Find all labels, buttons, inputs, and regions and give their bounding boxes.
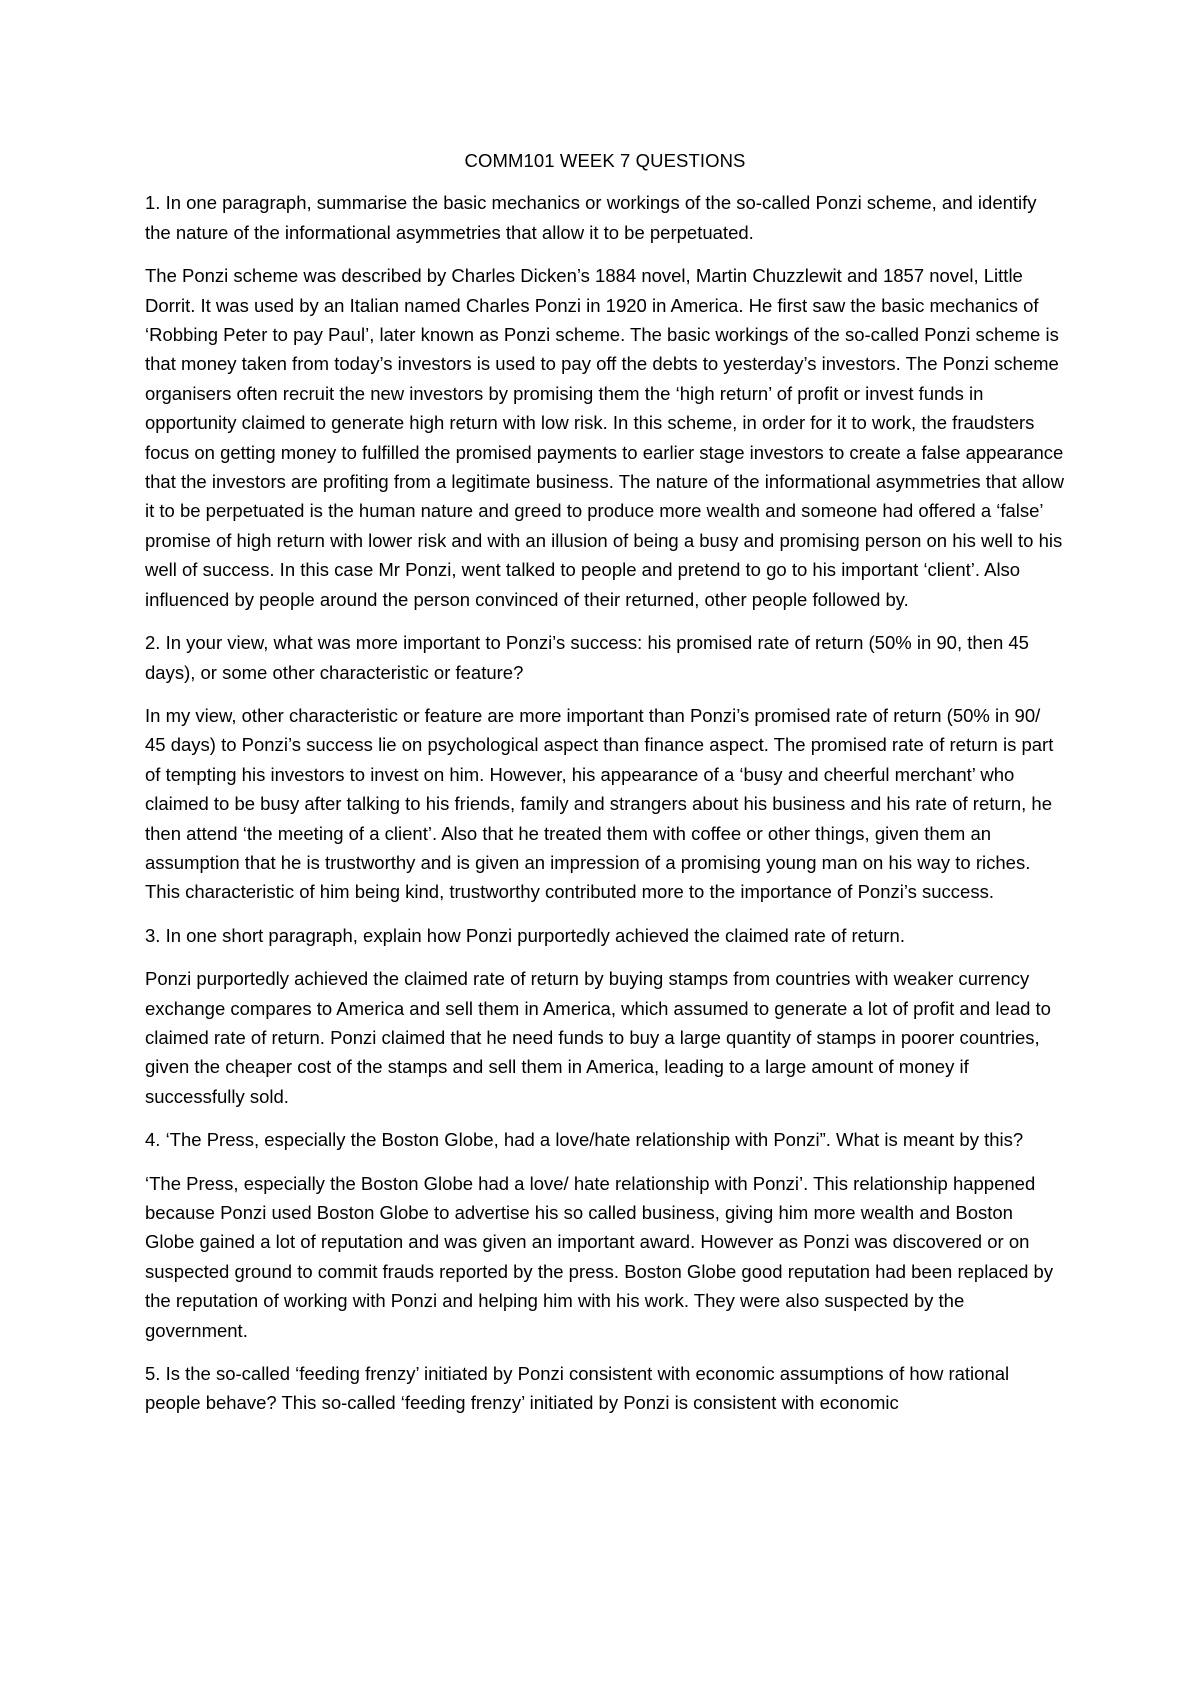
answer-4: ‘The Press, especially the Boston Globe had a love/ hate relationship with Ponzi’. This relationship happened because Ponzi used Boston Globe to advertise his so called business, giving him more wealth and Boston Globe gained a lot of reputation and was given an important award. However as Ponzi was discovered or on suspected ground to commit frauds reported by the press. Boston Globe good reputation had been replaced by the reputation of working with Ponzi and helping him with his work. They were also suspected by the government. xyxy=(145,1172,1054,1341)
question-1: 1. In one paragraph, summarise the basic mechanics or workings of the so-called Ponzi scheme, and identify the nature of the informational asymmetries that allow it to be perpetuated. xyxy=(145,192,1037,243)
answer-1: The Ponzi scheme was described by Charles Dicken’s 1884 novel, Martin Chuzzlewit and 1857 novel, Little Dorrit. It was used by an Italian named Charles Ponzi in 1920 in America. He first saw the basic mechanics of ‘Robbing Peter to pay Paul’, later known as Ponzi scheme. The basic workings of the so-called Ponzi scheme is that money taken from today’s investors is used to pay off the debts to yesterday’s investors. The Ponzi scheme organisers often recruit the new investors by promising them the ‘high return’ of profit or invest funds in opportunity claimed to generate high return with low risk. In this scheme, in order for it to work, the fraudsters focus on getting money to fulfilled the promised payments to earlier stage investors to create a false appearance that the investors are profiting from a legitimate business. The nature of the informational asymmetries that allow it to be perpetuated is the human nature and greed to produce more wealth and someone had offered a ‘false’ promise of high return with lower risk and with an illusion of being a busy and promising person on his well to his well of success. In this case Mr Ponzi, went talked to people and pretend to go to his important ‘client’. Also influenced by people around the person convinced of their returned, other people followed by. xyxy=(145,265,1064,610)
answer-3: Ponzi purportedly achieved the claimed rate of return by buying stamps from countries with weaker currency exchange compares to America and sell them in America, which assumed to generate a lot of profit and lead to claimed rate of return. Ponzi claimed that he need funds to buy a large quantity of stamps in poorer countries, given the cheaper cost of the stamps and sell them in America, leading to a large amount of money if successfully sold. xyxy=(145,968,1051,1107)
answer-2: In my view, other characteristic or feature are more important than Ponzi’s promised rate of return (50% in 90/ 45 days) to Ponzi’s success lie on psychological aspect than finance aspect. The promised rate of return is part of tempting his investors to invest on him. However, his appearance of a ‘busy and cheerful merchant’ who claimed to be busy after talking to his friends, family and strangers about his business and his rate of return, he then attend ‘the meeting of a client’. Also that he treated them with coffee or other things, given them an assumption that he is trustworthy and is given an impression of a promising young man on his way to riches. This characteristic of him being kind, trustworthy contributed more to the importance of Ponzi’s success. xyxy=(145,704,1054,903)
question-4: 4. ‘The Press, especially the Boston Globe, had a love/hate relationship with Ponzi”. What is meant by this? xyxy=(145,1129,1024,1151)
document-body xyxy=(145,146,1065,1432)
question-2: 2. In your view, what was more important to Ponzi’s success: his promised rate of return (50% in 90, then 45 days), or some other characteristic or feature? xyxy=(145,632,1029,683)
question-3: 3. In one short paragraph, explain how Ponzi purportedly achieved the claimed rate of return. xyxy=(145,924,905,946)
question-5: 5. Is the so-called ‘feeding frenzy’ initiated by Ponzi consistent with economic assumptions of how rational people behave? This so-called ‘feeding frenzy’ initiated by Ponzi is consistent with economic xyxy=(145,1363,1010,1414)
document-title: COMM101 WEEK 7 QUESTIONS xyxy=(464,150,746,171)
